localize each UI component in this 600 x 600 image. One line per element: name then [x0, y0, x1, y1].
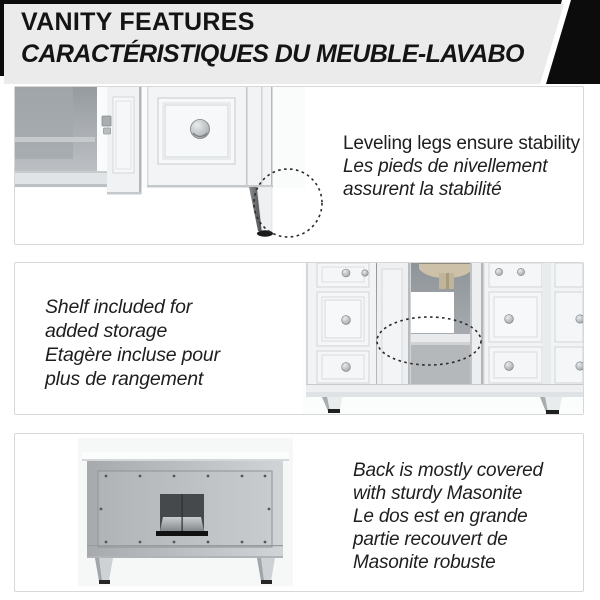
drawer-knob: [191, 120, 210, 139]
vanity-open-shelf-photo: [303, 263, 583, 414]
feature-text: [343, 132, 580, 201]
feature-text-en-line: Leveling legs ensure stability: [343, 133, 580, 154]
feature-text-fr-line: plus de rangement: [45, 368, 204, 390]
feature-text: [353, 459, 543, 574]
feature-panel-leveling-legs: [14, 86, 584, 245]
page-title: VANITY FEATURES: [21, 8, 255, 36]
plumbing-cutout: [156, 494, 208, 536]
feature-panel-shelf: [14, 262, 584, 415]
feature-text-fr-line: Masonite robuste: [353, 552, 496, 573]
feature-panel-masonite-back: [14, 433, 584, 592]
left-drawer-bank: [317, 263, 369, 383]
leveling-leg: [249, 187, 273, 237]
door-hinge: [102, 116, 111, 134]
feature-text-fr-line: Le dos est en grande: [353, 506, 528, 527]
vanity-corner-photo: [15, 87, 335, 244]
open-door-left: [377, 263, 411, 391]
feature-text-fr-line: assurent la stabilité: [343, 179, 502, 200]
feature-text-en-line: added storage: [45, 320, 168, 342]
open-door: [107, 87, 142, 195]
feature-text-fr-line: Les pieds de nivellement: [343, 156, 548, 177]
shelf-highlight-square: [409, 292, 454, 333]
page-subtitle: CARACTÉRISTIQUES DU MEUBLE-LAVABO: [21, 40, 524, 68]
feature-text: [45, 295, 220, 391]
header: [0, 0, 600, 92]
feature-text-en-line: Back is mostly covered: [353, 460, 543, 481]
feature-text-en-line: Shelf included for: [45, 296, 193, 318]
right-drawer-bank: [483, 263, 583, 391]
open-cabinet-interior: [15, 87, 97, 172]
feature-text-fr-line: Etagère incluse pour: [45, 344, 220, 366]
feature-text-fr-line: partie recouvert de: [353, 529, 508, 550]
vanity-back-photo: [78, 438, 293, 586]
feature-text-en-line: with sturdy Masonite: [353, 483, 523, 504]
counter-top-edge: [82, 452, 289, 461]
